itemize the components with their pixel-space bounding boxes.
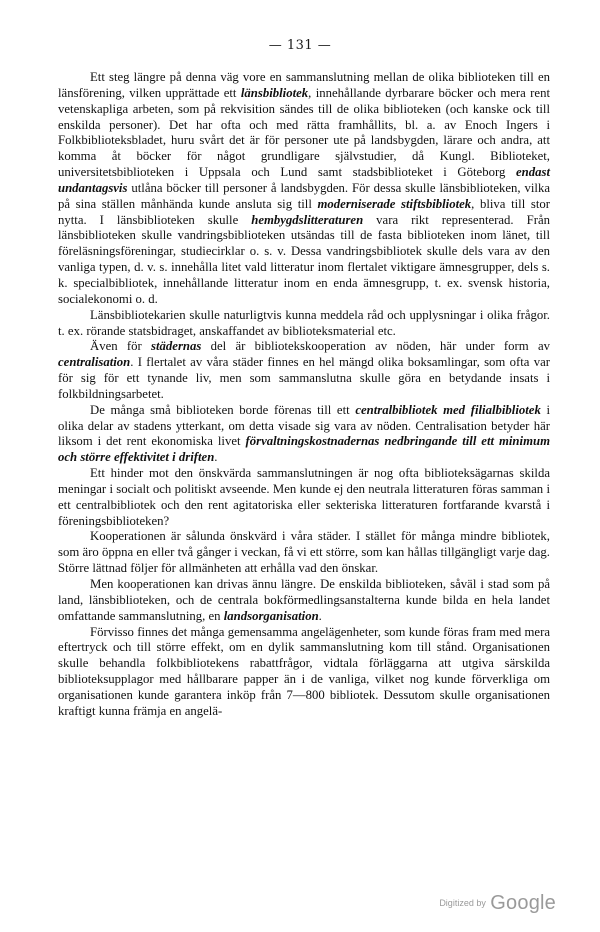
paragraph [58, 466, 550, 529]
paragraph [58, 70, 550, 308]
paragraph [58, 339, 550, 402]
paragraph [58, 625, 550, 720]
body-text [58, 70, 550, 720]
text-run: utlåna böcker till personer å landsbygden. För dessa skulle länsbiblioteken, vilka på sina ställen månhända kunde ansluta sig till [58, 180, 550, 211]
watermark-brand: Google [490, 892, 556, 914]
emphasized-text: moderniserade stiftsbibliotek [317, 196, 472, 211]
text-run: Men kooperationen kan drivas ännu längre. De enskilda biblioteken, såväl i stad som på land, länsbiblioteken, och de centrala bokförmedlingsanstalterna kunde bilda en hela landet omfattande sammanslutning, en [58, 577, 550, 623]
text-run: Ett hinder mot den önskvärda sammanslutningen är nog ofta biblioteksägarnas skilda meningar i socialt och politiskt avseende. Men kunde ej den neutrala litteraturen föras samman i ett centralbibliotek och den rent agitatoriska eller sekteriska litteraturen fortfarande kvarstå i föreningsbiblioteken? [58, 466, 550, 528]
emphasized-text: centralbibliotek med filialbibliotek [355, 402, 541, 417]
text-run: . I flertalet av våra städer finnes en hel mängd olika boksamlingar, som ofta var för sig för ett tynande liv, men som sammanslutna skulle göra en betydande insats i folkbildningsarbetet. [58, 355, 550, 401]
text-run: Förvisso finnes det många gemensamma angelägenheter, som kunde föras fram med mera eftertryck och till större effekt, om en dylik sammanslutning kom till stånd. Organisationen skulle behandla folkbibliotekens rabattfrågor, vidtala förläggarna att utgiva särskilda biblioteksupplagor med hållbarare papper än i de vanliga, vilket nog kunde förverkliga om organisationen kunde garantera inköp från 7—800 bibliotek. Dessutom skulle organisationen kraftigt kunna främja en angelä- [58, 624, 550, 718]
text-run: . [318, 608, 322, 623]
text-run: , bliva till stor nytta. I länsbiblioteken skulle [58, 196, 550, 227]
page-number: — 131 — [268, 38, 332, 53]
paragraph [58, 308, 550, 340]
text-run: De många små biblioteken borde förenas till ett [90, 402, 356, 417]
text-run: i olika delar av stadens ytterkant, om detta visade sig vara av nöden. Centralisation betyder här liksom i det rent ekonomiska livet [58, 402, 551, 449]
watermark-prefix: Digitized by [439, 898, 486, 908]
text-run: Kooperationen är sålunda önskvärd i våra städer. I stället för många mindre bibliotek, som äro öppna en eller två gånger i veckan, få vi ett större, som kan hållas tillgängligt varje dag. Större lättnad följer för allmänheten att erhålla vad den önskar. [58, 529, 550, 576]
emphasized-text: landsorganisation [223, 608, 319, 623]
text-run: Även för [90, 339, 152, 354]
text-run: . [214, 450, 218, 465]
emphasized-text: länsbibliotek [240, 85, 309, 100]
digitization-watermark [439, 892, 556, 915]
emphasized-text: städernas [151, 339, 202, 354]
emphasized-text: hembygdslitteraturen [251, 212, 364, 227]
text-run: del är bibliotekskooperation av nöden, här under form av [201, 339, 551, 354]
paragraph [58, 529, 550, 577]
paragraph [58, 577, 550, 625]
text-run: , innehållande dyrbarare böcker och mera rent vetenskapliga arbeten, som på rekvisition sändes till de olika biblioteken (och kanske ock till enskilda personer). Det har ofta och med rätta framhållits, bl. a. av Enoch Ingers i Folkbiblioteksbladet, huru svårt det är för personer ute på landsbygden, lärare och andra, att komma åt böcker för något grundligare självstudier, då Kungl. Biblioteket, universitetsbiblioteken i Uppsala och Lund samt stadsbiblioteket i Göteborg [58, 85, 550, 180]
emphasized-text: förvaltningskostnadernas nedbringande till ett minimum och större effektivitet i driften [58, 434, 550, 465]
text-run: Länsbibliotekarien skulle naturligtvis kunna meddela råd och upplysningar i olika frågor. t. ex. rörande statsbidraget, anskaffandet av biblioteksmaterial etc. [58, 307, 550, 338]
emphasized-text: endast undantagsvis [58, 165, 550, 195]
emphasized-text: centralisation [58, 355, 131, 370]
text-run: Ett steg längre på denna väg vore en sammanslutning mellan de olika biblioteken till en länsförening, vilken upprättade ett [58, 70, 550, 100]
text-run: vara rikt representerad. Från länsbiblioteken skulle vandringsbiblioteken utsändas till de fasta biblioteken inom länet, till föreläsningsföreningar, studiecirklar o. s. v. Dessa vandringsbibliotek skulle dels vara av den vanliga typen, d. v. s. innehålla litet vald litteratur inom flertalet viktigare ämnesgrupper, dels s. k. specialbibliotek, innehållande litteratur inom en enda ämnesgrupp, t. ex. svensk historia, socialekonomi o. d. [58, 212, 550, 306]
paragraph [58, 403, 550, 466]
